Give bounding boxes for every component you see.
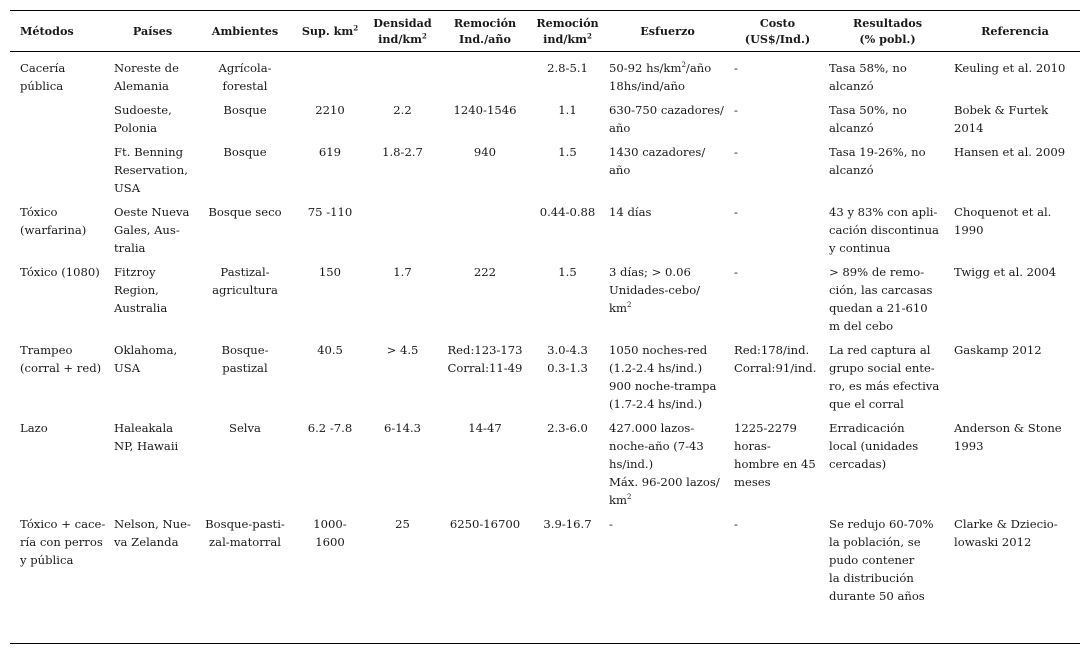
cell-costo: 1225-2279 horas- hombre en 45 meses [734, 421, 816, 489]
cell-densidad: > 4.5 [386, 343, 419, 357]
cell-remocion-ind: 1240-1546 [453, 103, 517, 117]
cell-resultados: Tasa 58%, no alcanzó [829, 61, 907, 93]
header-resultados: Resultados (% pobl.) [852, 16, 923, 46]
cell-sup: 619 [318, 145, 342, 159]
table-row [10, 51, 1080, 95]
cell-densidad: 25 [395, 517, 410, 531]
cell-sup: 6.2 -7.8 [307, 421, 353, 435]
cell-ambiente: Bosque- pastizal [221, 343, 269, 375]
cell-remocion-km: 1.5 [558, 265, 577, 279]
cell-pais: Noreste de Alemania [114, 61, 179, 93]
cell-esfuerzo: 630-750 cazadores/ año [609, 103, 724, 135]
cell-pais: Oklahoma, USA [114, 343, 178, 375]
cell-ambiente: Bosque [223, 103, 267, 117]
cell-remocion-ind [440, 197, 530, 257]
cell-metodo: Cacería pública [20, 61, 66, 93]
cell-densidad: 1.7 [393, 265, 412, 279]
cell-remocion-ind: 14-47 [468, 421, 502, 435]
cell-resultados: Tasa 50%, no alcanzó [829, 103, 907, 135]
cell-esfuerzo: 3 días; > 0.06 Unidades-cebo/ $km^2$ [609, 265, 701, 315]
cell-densidad: 1.8-2.7 [382, 145, 423, 159]
cell-metodo [10, 95, 110, 137]
table-body [10, 51, 1080, 605]
header-remocion-km: Remoción ind/$km^2$ [536, 16, 599, 46]
cell-sup: 2210 [315, 103, 345, 117]
cell-densidad: 2.2 [393, 103, 412, 117]
cell-ambiente: Agrícola- forestal [218, 61, 272, 93]
cell-ambiente: Pastizal- agricultura [212, 265, 278, 297]
cell-remocion-ind [440, 51, 530, 95]
cell-pais: Oeste Nueva Gales, Aus- tralia [114, 205, 190, 255]
cell-sup [295, 51, 365, 95]
cell-pais: Haleakala NP, Hawaii [114, 421, 179, 453]
cell-referencia: Gaskamp 2012 [954, 343, 1042, 357]
header-ambientes: Ambientes [211, 24, 279, 38]
cell-remocion-km: 3.9-16.7 [543, 517, 592, 531]
header-paises: Países [132, 24, 173, 38]
header-esfuerzo: Esfuerzo [640, 24, 695, 38]
control-methods-table [10, 11, 1080, 605]
cell-costo: - [734, 145, 738, 159]
header-row [10, 11, 1080, 51]
cell-costo: - [734, 265, 738, 279]
cell-densidad [365, 51, 440, 95]
cell-metodo: Tóxico (warfarina) [20, 205, 87, 237]
cell-pais: Ft. Benning Reservation, USA [114, 145, 188, 195]
cell-referencia: Hansen et al. 2009 [954, 145, 1066, 159]
cell-remocion-ind: Red:123-173 Corral:11-49 [447, 343, 523, 375]
table-row [10, 335, 1080, 413]
header-remocion-ind: Remoción Ind./año [453, 16, 517, 46]
header-sup: Sup. $km^2$ [301, 23, 359, 38]
cell-esfuerzo: - [609, 517, 613, 531]
cell-esfuerzo: 1050 noches-red (1.2-2.4 hs/ind.) 900 noche-trampa (1.7-2.4 hs/ind.) [609, 343, 717, 411]
cell-resultados: La red captura al grupo social ente- ro, es más efectiva que el corral [829, 343, 940, 411]
cell-sup: 75 -110 [307, 205, 353, 219]
header-densidad: Densidad ind/$km^2$ [373, 16, 432, 46]
table-bottom-rule [10, 643, 1080, 644]
cell-costo: Red:178/ind. Corral:91/ind. [734, 343, 817, 375]
header-metodos: Métodos [20, 24, 74, 38]
cell-sup: 40.5 [317, 343, 343, 357]
cell-densidad [365, 197, 440, 257]
cell-remocion-ind: 222 [473, 265, 497, 279]
cell-remocion-km: 0.44-0.88 [539, 205, 596, 219]
cell-referencia: Clarke & Dziecio- lowaski 2012 [954, 517, 1058, 549]
cell-pais: Nelson, Nue- va Zelanda [114, 517, 191, 549]
table-row [10, 197, 1080, 257]
cell-ambiente: Bosque-pasti- zal-matorral [205, 517, 285, 549]
cell-resultados: Erradicación local (unidades cercadas) [829, 421, 919, 471]
table-row [10, 257, 1080, 335]
cell-resultados: > 89% de remo- ción, las carcasas quedan a 21-610 m del cebo [829, 265, 933, 333]
cell-pais: Fitzroy Region, Australia [114, 265, 168, 315]
cell-referencia: Bobek & Furtek 2014 [954, 103, 1049, 135]
cell-esfuerzo: 427.000 lazos- noche-año (7-43 hs/ind.) Máx. 96-200 lazos/ $km^2$ [609, 421, 720, 507]
cell-ambiente: Selva [229, 421, 261, 435]
cell-costo: - [734, 103, 738, 117]
cell-remocion-km: 2.3-6.0 [547, 421, 588, 435]
cell-pais: Sudoeste, Polonia [114, 103, 172, 135]
cell-remocion-km: 1.1 [558, 103, 577, 117]
cell-resultados: Tasa 19-26%, no alcanzó [829, 145, 926, 177]
cell-referencia: Choquenot et al. 1990 [954, 205, 1052, 237]
cell-metodo: Trampeo (corral + red) [20, 343, 102, 375]
cell-sup: 1000-1600 [313, 517, 347, 549]
cell-metodo [10, 137, 110, 197]
header-costo: Costo (US$/Ind.) [744, 16, 811, 46]
cell-metodo: Lazo [20, 421, 48, 435]
cell-esfuerzo: 50-92 $hs/km^2$/año 18hs/ind/año [609, 61, 712, 93]
cell-ambiente: Bosque seco [208, 205, 282, 219]
table-row [10, 413, 1080, 509]
table-header [10, 11, 1080, 51]
cell-sup: 150 [318, 265, 342, 279]
cell-resultados: 43 y 83% con apli- cación discontinua y continua [829, 205, 939, 255]
cell-costo: - [734, 517, 738, 531]
cell-ambiente: Bosque [223, 145, 267, 159]
header-referencia: Referencia [981, 24, 1049, 38]
cell-referencia: Twigg et al. 2004 [954, 265, 1057, 279]
cell-referencia: Keuling et al. 2010 [954, 61, 1066, 75]
cell-densidad: 6-14.3 [383, 421, 422, 435]
cell-resultados: Se redujo 60-70% la población, se pudo contener la distribución durante 50 años [829, 517, 934, 603]
table-row [10, 509, 1080, 605]
cell-remocion-ind: 6250-16700 [449, 517, 521, 531]
cell-costo: - [734, 61, 738, 75]
cell-remocion-ind: 940 [473, 145, 497, 159]
cell-costo: - [734, 205, 738, 219]
cell-metodo: Tóxico (1080) [20, 265, 100, 279]
cell-referencia: Anderson & Stone 1993 [954, 421, 1062, 453]
cell-remocion-km: 1.5 [558, 145, 577, 159]
cell-remocion-km: 3.0-4.3 0.3-1.3 [547, 343, 588, 375]
cell-metodo: Tóxico + cace- ría con perros y pública [20, 517, 106, 567]
cell-remocion-km: 2.8-5.1 [547, 61, 588, 75]
cell-esfuerzo: 1430 cazadores/ año [609, 145, 706, 177]
table-row [10, 137, 1080, 197]
table-row [10, 95, 1080, 137]
cell-esfuerzo: 14 días [609, 205, 652, 219]
